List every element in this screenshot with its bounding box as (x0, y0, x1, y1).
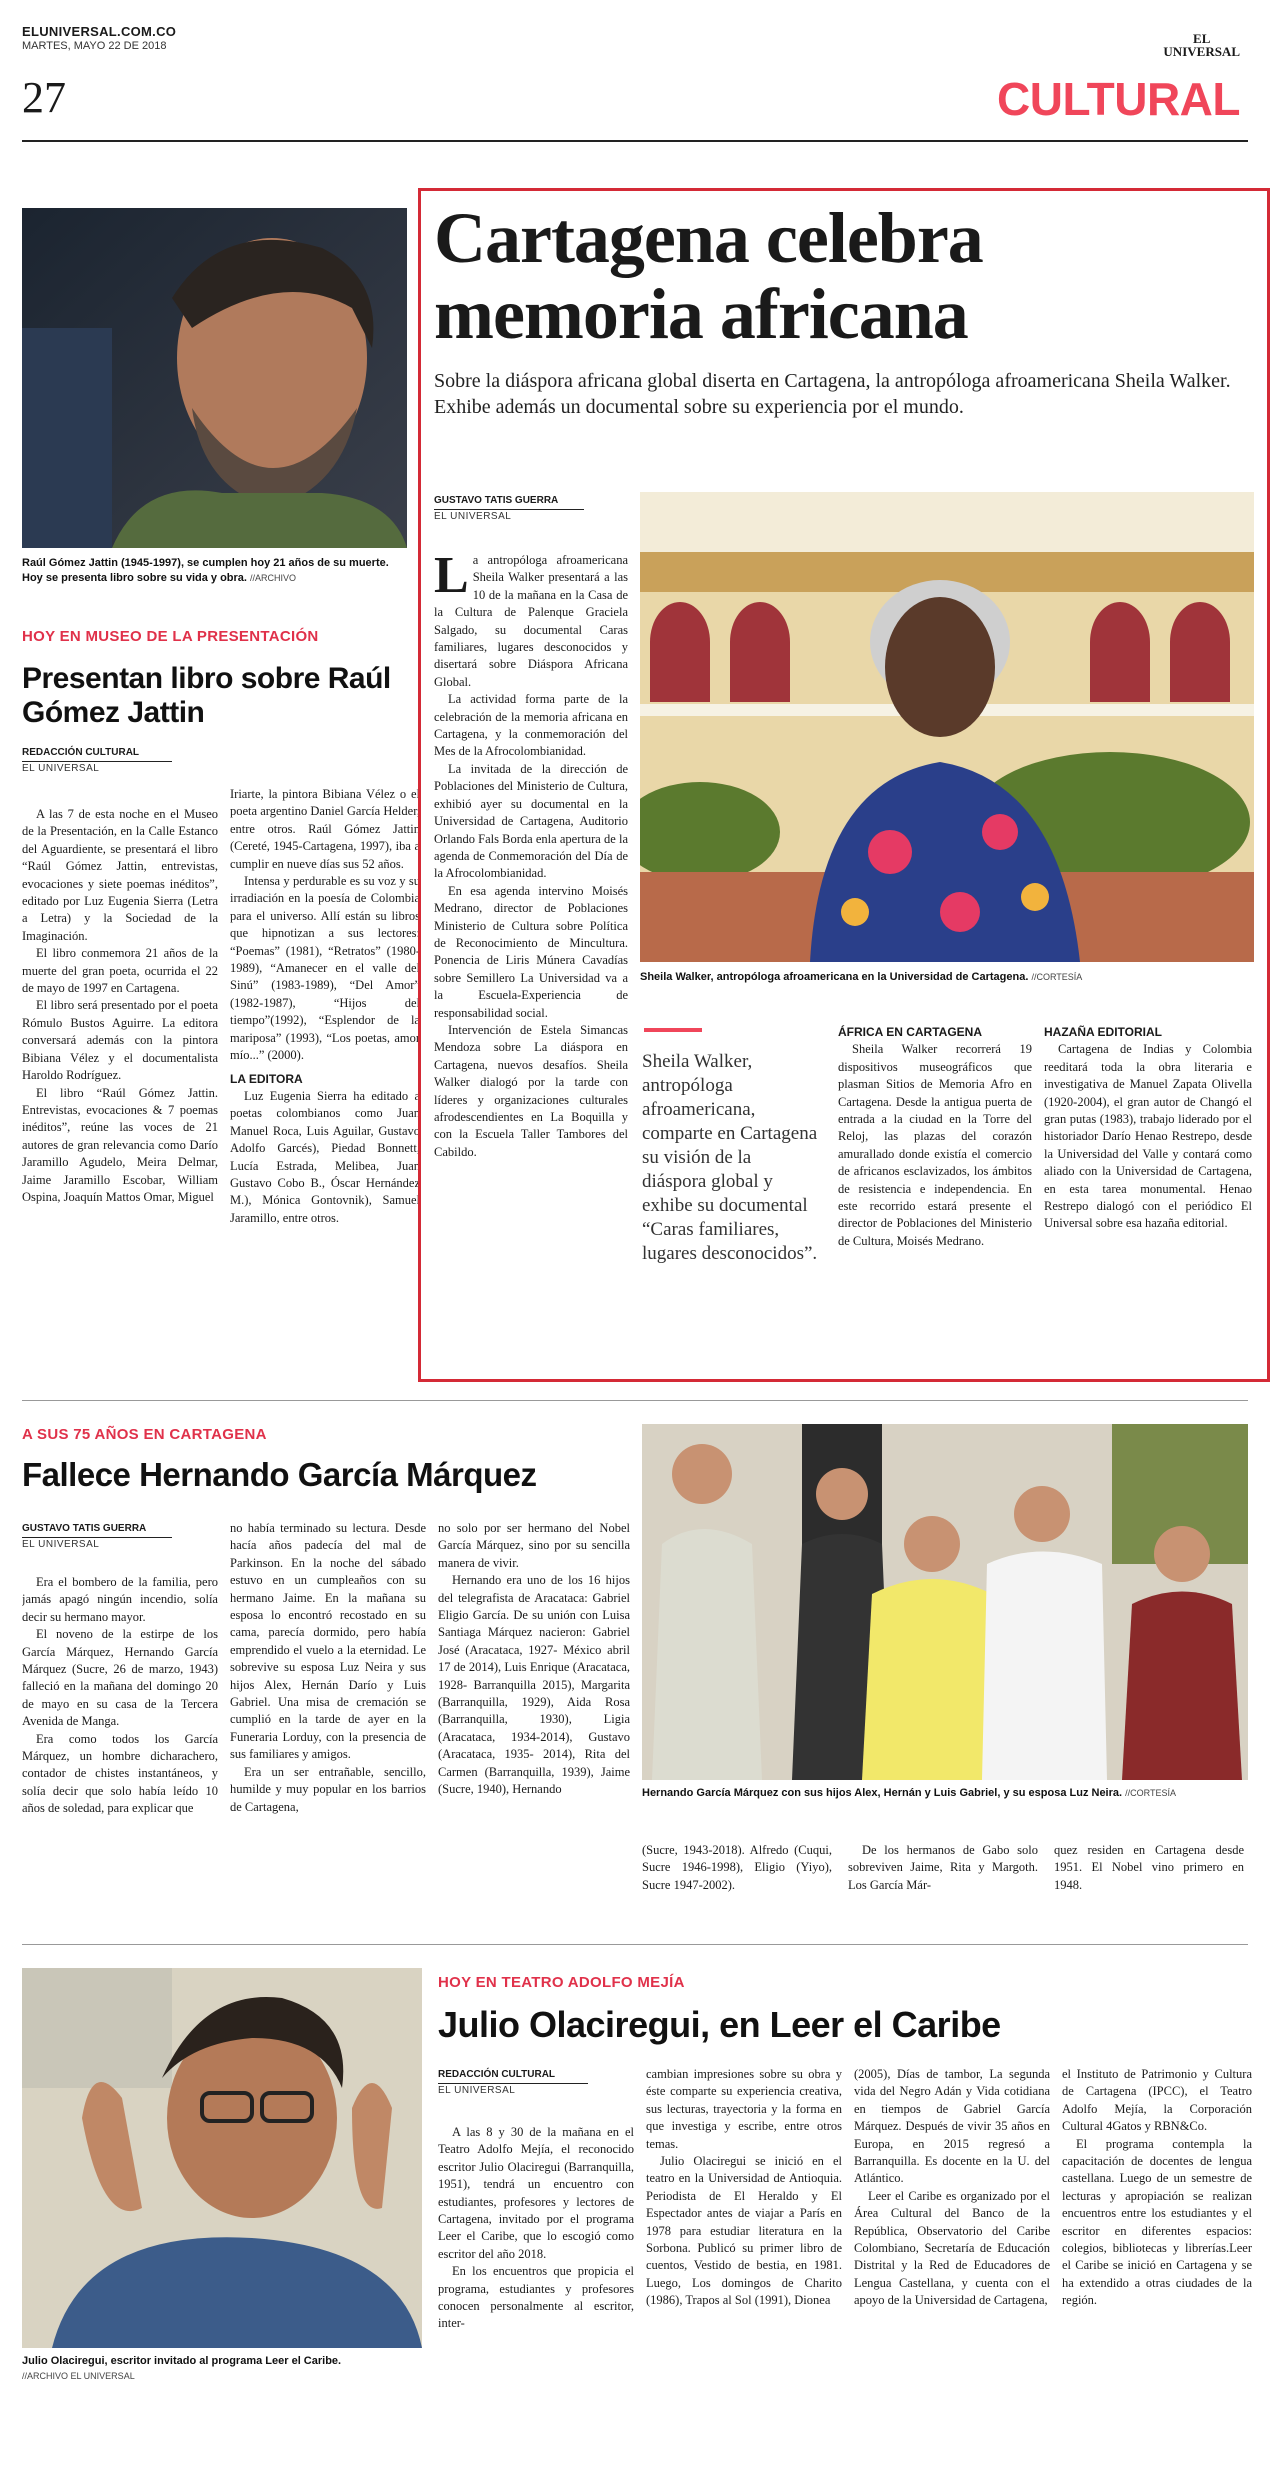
garcia-headline[interactable]: Fallece Hernando García Márquez (22, 1456, 537, 1493)
feature-pullquote: Sheila Walker, antropóloga afroamericana, comparte en Cartagena su visión de la diáspora global y exhibe su documental “Caras familiares, lugares desconocidos”. (642, 1051, 818, 1264)
feature-photo (640, 492, 1254, 962)
olaciregui-photo (22, 1968, 422, 2348)
garcia-photo (642, 1424, 1248, 1780)
garcia-bottom-col-2 (848, 1842, 1038, 1912)
section-divider (22, 1400, 1248, 1401)
garcia-photo-caption (642, 1786, 1248, 1801)
issue-date: MARTES, MAYO 22 DE 2018 (22, 40, 167, 52)
dropcap: L (434, 552, 469, 604)
paragraph: Luz Eugenia Sierra ha editado a poetas colombianos como Juan Manuel Roca, Luis Aguilar, Gustavo Adolfo Garcés), Piedad Bonnett, Lucía Estrada, Melibea, Juan Gustavo Cobo B., Óscar Hernández M.), Mónica Gontovnik), Samuel Jaramillo, entre otros. (230, 1088, 420, 1225)
olaciregui-col-2 (646, 2066, 842, 2456)
subheading-africa: ÁFRICA EN CARTAGENA (838, 1025, 982, 1039)
site-name[interactable]: ELUNIVERSAL.COM.CO (22, 24, 177, 39)
jattin-headline[interactable]: Presentan libro sobre Raúl Gómez Jattin (22, 662, 391, 729)
paragraph: La invitada de la dirección de Poblaciones del Ministerio de Cultura, exhibió ayer su documental en la Universidad de Cartagena, Auditorio Orlando Fals Borda enla apertura de la agenda de Conmemoración del Día de la Afrocolombianidad. (434, 761, 628, 881)
subheading-la-editora: LA EDITORA (230, 1071, 303, 1086)
paragraph (434, 552, 628, 691)
garcia-col-3 (438, 1520, 630, 1910)
byline-org: EL UNIVERSAL (434, 511, 512, 522)
garcia-bottom-col-3 (1054, 1842, 1244, 1912)
feature-dek: Sobre la diáspora africana global diserta en Cartagena, la antropóloga afroamericana Sheila Walker. Exhibe además un documental sobre su experiencia por el mundo. (434, 370, 1231, 418)
portrait-illustration (22, 208, 407, 548)
byline-org: EL UNIVERSAL (22, 763, 100, 774)
paragraph: Era como todos los García Márquez, un hombre dicharachero, contador de chistes instantáneos, y solía decir que solo había leído 10 años de soledad, para explicar que (22, 1731, 218, 1816)
byline-org: EL UNIVERSAL (22, 1539, 100, 1550)
pullquote-accent (644, 1028, 702, 1032)
caption-text: Julio Olaciregui, escritor invitado al programa Leer el Caribe. (22, 2355, 342, 2367)
paragraph: Leer el Caribe es organizado por el Área Cultural del Banco de la República, Observatorio del Caribe Colombiano, Secretaría de Educación Distrital y la Red de Educadores de Lengua Castellana, y cuenta con el apoyo de la Universidad de Cartagena, (854, 2188, 1050, 2308)
caption-text: Hernando García Márquez con sus hijos Alex, Hernán y Luis Gabriel, y su esposa Luz Neira. (642, 1787, 1123, 1799)
paragraph: De los hermanos de Gabo solo sobreviven Jaime, Rita y Margoth. Los García Már- (848, 1843, 1038, 1892)
paragraph: La actividad forma parte de la celebración de la memoria africana en Cartagena, y la conmemoración del Mes de la Afrocolombianidad. (434, 692, 628, 759)
feature-headline[interactable]: Cartagena celebra memoria africana (434, 198, 983, 354)
garcia-col-1 (22, 1574, 218, 1914)
feature-col-africa (838, 1024, 1032, 1374)
photo-credit: //CORTESÍA (1125, 1788, 1176, 1798)
garcia-kicker: A SUS 75 AÑOS EN CARTAGENA (22, 1426, 267, 1443)
paragraph: quez residen en Cartagena desde 1951. El Nobel vino primero en 1948. (1054, 1843, 1244, 1892)
jattin-byline (22, 746, 172, 775)
paragraph: El programa contempla la capacitación de docentes de lengua castellana. Luego de un semestre de lecturas y apropiación se realizan encuentros entre los estudiantes y el escritor en diferentes espacios: colegios, bibliotecas y librerías.Leer el Caribe se inició en Cartagena y se ha extendido a otras ciudades de la región. (1062, 2136, 1252, 2308)
olaciregui-photo-caption (22, 2354, 422, 2384)
sheila-walker-illustration (640, 492, 1254, 962)
olaciregui-col-4 (1062, 2066, 1252, 2456)
olaciregui-byline (438, 2068, 588, 2097)
olaciregui-col-3 (854, 2066, 1050, 2456)
paragraph: Intervención de Estela Simancas Mendoza sobre La diáspora en Cartagena, nuevos desafíos. Sheila Walker dialogó por la tarde con líderes y organizaciones culturales afrodescendientes en La Boquilla y con la Escuela Taller Tambores del Cabildo. (434, 1022, 628, 1159)
lead-text: a antropóloga afroamericana Sheila Walker presentará a las 10 de la mañana en la Casa de la Cultura de Palenque Graciela Salgado, su documental Caras familiares, lugares desconocidos y disertará sobre Diáspora Africana Global. (434, 553, 628, 689)
byline-name: GUSTAVO TATIS GUERRA (22, 1522, 172, 1538)
newspaper-logo (1163, 32, 1240, 58)
page-number: 27 (22, 73, 66, 122)
paragraph: A las 7 de esta noche en el Museo de la Presentación, en la Calle Estanco del Aguardiente, se presentará el libro “Raúl Gómez Jattin, entrevistas, evocaciones y siete poemas inéditos”, editado por Luz Eugenia Sierra (Letra a Letra) y la Sociedad de la Imaginación. (22, 807, 218, 943)
byline-name: REDACCIÓN CULTURAL (438, 2068, 588, 2084)
paragraph: Intensa y perdurable es su voz y su irradiación en la poesía de Colombia para el universo. Allí están su libros que hipnotizan a sus lectores: “Poemas” (1981), “Retratos” (1980-1989), “Amanecer en el valle del Sinú” (1983-1989), “Del Amor” (1982-1987), “Hijos del tiempo”(1992), “Esplendor de la mariposa” (1993), “Los poetas, amor mío...” (2000). (230, 874, 420, 1063)
paragraph: el Instituto de Patrimonio y Cultura de Cartagena (IPCC), el Teatro Adolfo Mejía, la Corporación Cultural 4Gatos y RBN&Co. (1062, 2067, 1252, 2134)
byline-name: REDACCIÓN CULTURAL (22, 746, 172, 762)
photo-credit: //CORTESÍA (1031, 972, 1083, 982)
feature-col-1 (434, 552, 628, 1372)
garcia-byline (22, 1522, 172, 1551)
masthead-rule (22, 140, 1248, 142)
olaciregui-headline[interactable]: Julio Olaciregui, en Leer el Caribe (438, 2004, 1001, 2045)
garcia-col-2 (230, 1520, 426, 1910)
feature-photo-caption (640, 970, 1254, 985)
feature-col-hazana (1044, 1024, 1252, 1374)
logo-line1: EL (1193, 31, 1211, 46)
photo-credit: //ARCHIVO (250, 573, 297, 583)
byline-name: GUSTAVO TATIS GUERRA (434, 494, 584, 510)
olaciregui-illustration (22, 1968, 422, 2348)
paragraph: Julio Olaciregui se inició en el teatro en la Universidad de Antioquia. Periodista de El Heraldo y El Espectador antes de viajar a París en 1978 para estudiar literatura en la Sorbona. Publicó su primer libro de cuentos, Vestido de bestia, en 1981. Luego, Los domingos de Charito (1986), Trapos al Sol (1991), Dionea (646, 2154, 842, 2308)
paragraph: Iriarte, la pintora Bibiana Vélez o el poeta argentino Daniel García Helder, entre otros. Raúl Gómez Jattin (Cereté, 1945-Cartagena, 1997), iba a cumplir en nueve días sus 52 años. (230, 787, 420, 871)
paragraph: (2005), Días de tambor, La segunda vida del Negro Adán y Vida cotidiana en tiempos de Gabriel García Márquez. Después de vivir 35 años en Europa, en 2015 regresó a Barranquilla. Es docente en la U. del Atlántico. (854, 2067, 1050, 2186)
paragraph: cambian impresiones sobre su obra y éste comparte su experiencia creativa, sus lecturas, trayectoria y la forma en que investiga y escribe, entre otros temas. (646, 2067, 842, 2151)
paragraph: En los encuentros que propicia el programa, estudiantes y profesores conocen personalmente al escritor, inter- (438, 2264, 634, 2331)
jattin-col-2 (230, 786, 420, 1406)
olaciregui-col-1 (438, 2124, 634, 2454)
paragraph: no solo por ser hermano del Nobel García Márquez, sino por su sencilla manera de vivir. (438, 1521, 630, 1570)
garcia-bottom-col-1 (642, 1842, 832, 1912)
paragraph: El libro “Raúl Gómez Jattin. Entrevistas, evocaciones & 7 poemas inéditos”, reúne las voces de 21 autores de gran relevancia como Darío Jaramillo Agudelo, Meira Delmar, Jaime Jaramillo Escobar, William Ospina, Joaquín Mattos Omar, Miguel (22, 1085, 218, 1204)
paragraph: El noveno de la estirpe de los García Márquez, Hernando García Márquez (Sucre, 26 de marzo, 1943) falleció en la mañana del domingo 20 de mayo en su casa de la Tercera Avenida de Manga. (22, 1627, 218, 1729)
paragraph: El libro conmemora 21 años de la muerte del gran poeta, ocurrida el 22 de mayo de 1997 en Cartagena. (22, 946, 218, 996)
section-divider (22, 1944, 1248, 1945)
photo-credit: //ARCHIVO EL UNIVERSAL (22, 2371, 135, 2381)
paragraph: Sheila Walker recorrerá 19 dispositivos museográficos que plasman Sitios de Memoria Afro en Cartagena. Desde la antigua puerta de entrada a la ciudad en la Torre del Reloj, las plazas del corazón amurallado donde existía el comercio de africanos esclavizados, los ámbitos de resistencia e independencia. En este recorrido estará presente el director de Poblaciones del Ministerio de Cultura, Moisés Medrano. (838, 1042, 1032, 1248)
paragraph: Hernando era uno de los 16 hijos del telegrafista de Aracataca: Gabriel Eligio García. De su unión con Luisa Santiaga Márquez nacieron: Gabriel José (Aracataca, 1927- México abril 17 de 2014), Luis Enrique (Aracataca, 1928- Barranquilla 2015), Margarita (Barranquilla, 1929), Aida Rosa (Barranquilla, 1930), Ligia (Aracataca, 1934-2014), Gustavo (Aracataca, 1935- 2014), Rita del Carmen (Barranquilla, 1939), Jaime (Sucre, 1940), Hernando (438, 1573, 630, 1797)
masthead (22, 24, 1248, 134)
paragraph: A las 8 y 30 de la mañana en el Teatro Adolfo Mejía, el reconocido escritor Julio Olaciregui (Barranquilla, 1951), tendrá un encuentro con estudiantes, profesores y lectores de Cartagena, invitado por el programa Leer el Caribe, que lo escogió como escritor del año 2018. (438, 2125, 634, 2261)
paragraph: Era el bombero de la familia, pero jamás apagó ningún incendio, solía decir su hermano mayor. (22, 1575, 218, 1624)
paragraph: Era un ser entrañable, sencillo, humilde y muy popular en los barrios de Cartagena, (230, 1764, 426, 1814)
subheading-hazana: HAZAÑA EDITORIAL (1044, 1025, 1162, 1039)
feature-byline (434, 494, 584, 523)
jattin-photo-caption (22, 556, 407, 586)
paragraph: Cartagena de Indias y Colombia reeditará toda la obra literaria e investigativa de Manuel Zapata Olivella (1920-2004), el gran autor de Changó el gran putas (1983), trabajo liderado por el historiador Darío Henao Restrepo, desde la Universidad del Valle y contará como aliado con la Universidad de Cartagena, en esta tarea monumental. Henao Restrepo dialogó con el periódico El Universal sobre esa hazaña editorial. (1044, 1042, 1252, 1231)
family-illustration (642, 1424, 1248, 1780)
jattin-col-1 (22, 806, 218, 1406)
caption-text: Raúl Gómez Jattin (1945-1997), se cumplen hoy 21 años de su muerte. Hoy se presenta libro sobre su vida y obra. (22, 557, 389, 584)
paragraph: El libro será presentado por el poeta Rómulo Bustos Aguirre. La editora conversará además con la pintora Bibiana Vélez y el documentalista Haroldo Rodríguez. (22, 998, 218, 1083)
paragraph: (Sucre, 1943-2018). Alfredo (Cuqui, Sucre 1946-1998), Eligio (Yiyo), Sucre 1947-2002). (642, 1843, 832, 1892)
olaciregui-kicker: HOY EN TEATRO ADOLFO MEJÍA (438, 1974, 685, 1991)
paragraph: En esa agenda intervino Moisés Medrano, director de Poblaciones Ministerio de Cultura sobre Política de Reconocimiento de Mincultura. Ponencia de Liris Múnera Cavadías sobre Semillero La Universidad va a la Escuela-Experiencia de responsabilidad social. (434, 883, 628, 1020)
section-name: CULTURAL (997, 73, 1240, 125)
caption-text: Sheila Walker, antropóloga afroamericana en la Universidad de Cartagena. (640, 971, 1029, 983)
byline-org: EL UNIVERSAL (438, 2085, 516, 2096)
logo-line2: UNIVERSAL (1163, 44, 1240, 59)
jattin-kicker: HOY EN MUSEO DE LA PRESENTACIÓN (22, 628, 319, 645)
paragraph: no había terminado su lectura. Desde hacía años padecía del mal de Parkinson. En la noche del sábado estuvo en un cumpleaños con su hermano Jaime. En la mañana su esposa lo encontró recostado en su cama, parecía dormido, pero había emprendido el vuelo a la eternidad. Le sobrevive su esposa Luz Neira y sus hijos Alex, Hernán Darío y Luis Gabriel. Una misa de cremación se cumplió en la tarde de ayer en la Funeraria Lorduy, con la presencia de sus familiares y amigos. (230, 1521, 426, 1762)
jattin-photo (22, 208, 407, 548)
